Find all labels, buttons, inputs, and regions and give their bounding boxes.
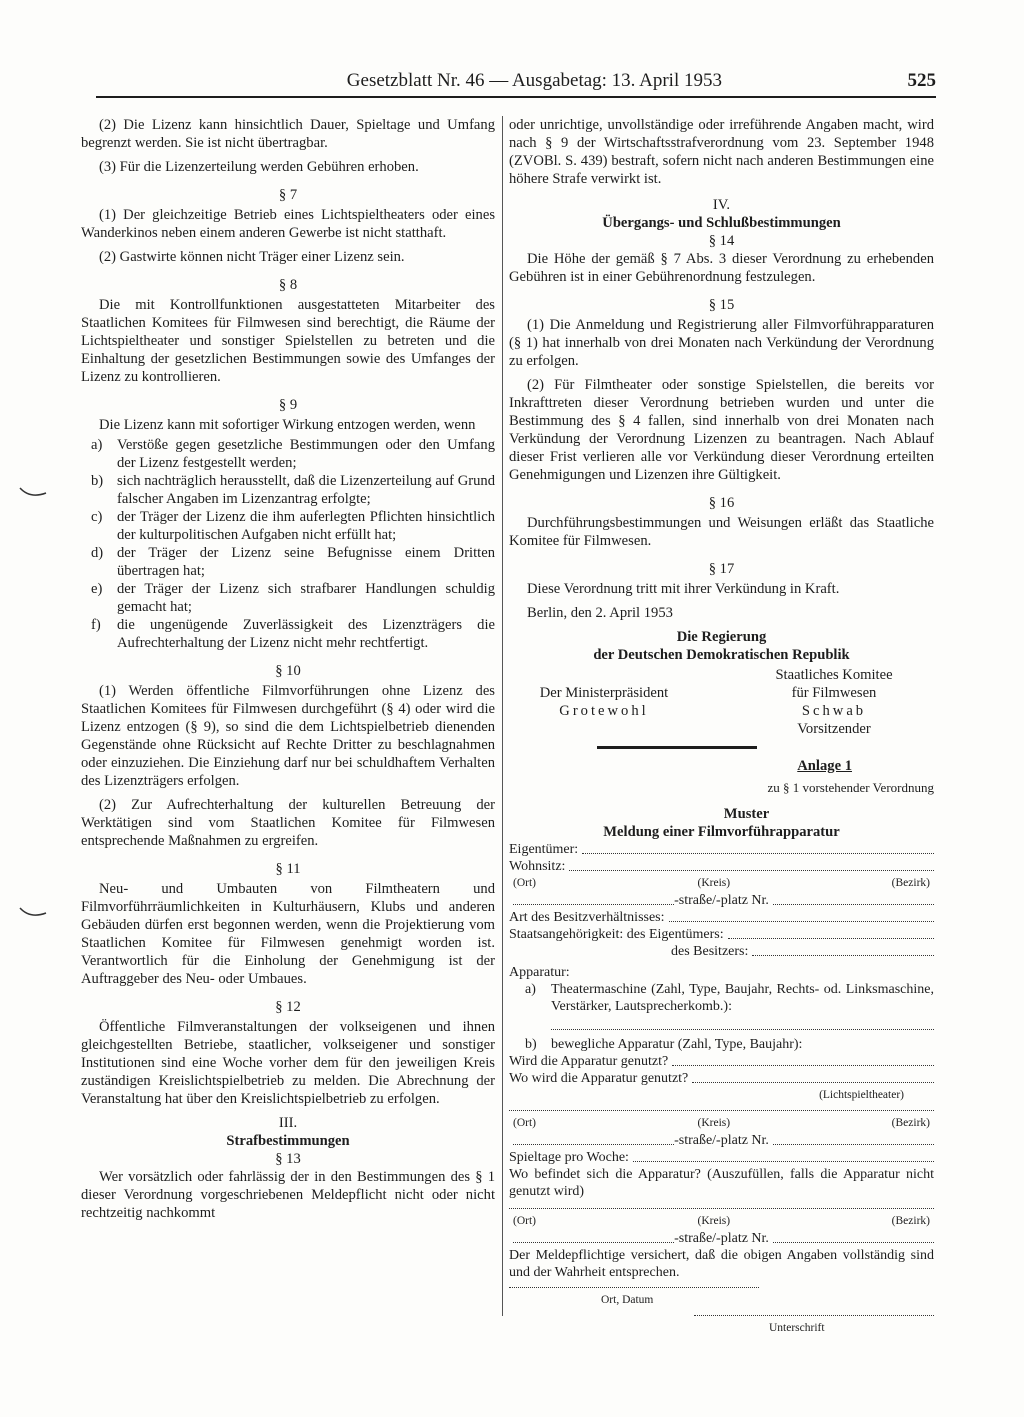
item-label: d) <box>91 545 104 561</box>
street-row <box>509 1132 934 1149</box>
kreis-label: (Kreis) <box>697 1214 731 1227</box>
government-line: der Deutschen Demokratischen Republik <box>593 647 850 663</box>
item-label: f) <box>91 617 101 633</box>
section-heading: § 16 <box>708 495 735 511</box>
street-number-field[interactable] <box>773 903 934 905</box>
list-item <box>91 472 495 508</box>
list-item <box>91 436 495 472</box>
paragraph: Neu- und Umbauten von Filmtheatern und Filmvorführräumlichkeiten in Kulturhäusern, Klubs und anderen Gebäuden dürfen erst begonnen werden, wenn die Projektierung vom Staatlichen Komitee für Filmwesen genehmigt worden ist. Verantwortlich für die Einholung der Genehmigung ist der Auftraggeber des Neu- oder Umbaues. <box>81 881 495 987</box>
item-label: e) <box>91 581 103 597</box>
paragraph: Durchführungsbestimmungen und Weisungen erläßt das Staatliche Komitee für Filmwesen. <box>509 515 934 549</box>
field-label: -straße/-platz Nr. <box>674 1132 769 1148</box>
street-name-field[interactable] <box>513 1143 674 1145</box>
signature-block <box>509 666 934 738</box>
street-name-field[interactable] <box>513 1241 674 1243</box>
margin-mark <box>18 905 48 921</box>
signer-name: Schwab <box>801 703 867 719</box>
owner-field[interactable] <box>582 852 934 854</box>
left-column <box>81 116 495 1228</box>
street-name-field[interactable] <box>513 903 674 905</box>
section-heading: § 17 <box>708 561 735 577</box>
item-text: der Träger der Lizenz sich strafbarer Handlungen schuldig gemacht hat; <box>117 581 495 615</box>
street-row <box>509 1230 934 1247</box>
paragraph: (2) Für Filmtheater oder sonstige Spielstellen, die bereits vor Inkrafttreten dieser Verordnung betrieben wurden und unter die Bestimmung des § 4 fallen, sind innerhalb von drei Monaten nach Verkündung der Verordnung Lizenzen zu beantragen. Nach Ablauf dieser Frist verlieren alle vor Verkündung dieser Verordnung erteilten Genehmigungen und Lizenzen ihre Gültigkeit. <box>509 377 934 483</box>
item-text: der Träger der Lizenz die ihm auferlegten Pflichten hinsichtlich der kulturpolitischen Aufgaben nicht erfüllt hat; <box>117 509 495 543</box>
condition-list <box>81 436 495 652</box>
place-date-field[interactable] <box>509 1281 759 1288</box>
signer-role: für Filmwesen <box>791 685 877 701</box>
field-label: Wohnsitz: <box>509 858 566 874</box>
field-label: des Besitzers: <box>671 943 749 959</box>
paragraph: (1) Die Anmeldung und Registrierung aller Filmvorführapparaturen (§ 1) hat innerhalb von drei Monaten nach Verkündung der Verordnung zu erfolgen. <box>509 317 934 369</box>
item-text: die ungenügende Zuverlässigkeit des Lizenzträgers die Aufrechterhaltung der Lizenz nicht mehr rechtfertigt. <box>117 617 495 651</box>
section-heading: § 11 <box>275 861 301 877</box>
paragraph: Öffentliche Filmveranstaltungen der volkseigenen und ihnen gleichgestellten Betriebe, staatlicher, volkseigener und sonstiger Institutionen sind eine Woche vorher dem für den jeweiligen Kreis zuständigen Kreislichtspielbetrieb zu melden. Die Abrechnung der Veranstaltung hat über den Kreislichtspielbetrieb zu erfolgen. <box>81 1019 495 1107</box>
column-divider <box>502 116 503 1316</box>
residence-row <box>509 858 934 875</box>
signature-left <box>509 684 699 738</box>
cinema-label: (Lichtspieltheater) <box>819 1088 904 1101</box>
signature-label: Unterschrift <box>769 1321 825 1334</box>
apparatus-a-field[interactable] <box>551 1015 934 1030</box>
bezirk-label: (Bezirk) <box>891 1214 930 1227</box>
government-line: Die Regierung <box>676 629 767 645</box>
signature-field[interactable] <box>694 1309 934 1316</box>
item-text: Theatermaschine (Zahl, Type, Baujahr, Rechts- od. Linksmaschine, Verstärker, Lautsprecherkomb.): <box>551 981 934 1014</box>
field-label: -straße/-platz Nr. <box>674 892 769 908</box>
registration-form <box>509 841 934 1337</box>
where-used-field[interactable] <box>692 1081 934 1083</box>
paragraph: (2) Die Lizenz kann hinsichtlich Dauer, Spieltage und Umfang begrenzt werden. Sie ist nicht übertragbar. <box>81 117 495 151</box>
paragraph: (2) Gastwirte können nicht Träger einer Lizenz sein. <box>99 249 405 265</box>
play-days-field[interactable] <box>633 1160 934 1162</box>
residence-field[interactable] <box>569 869 934 871</box>
nationality-holder-row <box>509 943 934 960</box>
location-labels <box>509 875 934 892</box>
paragraph: oder unrichtige, unvollständige oder irreführende Angaben macht, wird nach § 9 der Wirtschaftsstrafverordnung vom 23. September 1948 (ZVOBl. S. 439) bestraft, sofern nicht nach anderen Bestimmungen eine höhere Strafe verwirkt ist. <box>509 117 934 187</box>
paragraph: (1) Werden öffentliche Filmvorführungen ohne Lizenz des Staatlichen Komitees für Filmwesen durchgeführt (§ 4) oder wird die Lizenz entzogen (§ 9), so sind die dem Lichtspielbetrieb dienenden Gegenstände ohne Rücksicht auf Rechte Dritter zu beschlagnahmen oder einzuziehen. Die Einziehung darf nur bei schuldhaftem Verhalten des Lizenzträgers erfolgen. <box>81 683 495 789</box>
where-used-row <box>509 1070 934 1087</box>
item-label: c) <box>91 509 103 525</box>
part-number: IV. <box>712 197 731 213</box>
gazette-title: Gesetzblatt Nr. 46 — Ausgabetag: 13. April 1953 <box>346 70 722 91</box>
street-row <box>509 892 934 909</box>
location-labels <box>509 1213 934 1230</box>
paragraph: Die Lizenz kann mit sofortiger Wirkung entzogen werden, wenn <box>99 417 476 433</box>
part-title: Strafbestimmungen <box>226 1133 350 1149</box>
apparatus-label: Apparatur: <box>509 964 570 980</box>
field-label: -straße/-platz Nr. <box>674 1230 769 1246</box>
bezirk-label: (Bezirk) <box>891 876 930 889</box>
street-number-field[interactable] <box>773 1143 934 1145</box>
item-text: der Träger der Lizenz seine Befugnisse einem Dritten übertragen hat; <box>117 545 495 579</box>
margin-mark <box>18 485 48 501</box>
paragraph: (3) Für die Lizenzerteilung werden Gebühren erhoben. <box>99 159 419 175</box>
declaration: Der Meldepflichtige versichert, daß die obigen Angaben vollständig sind und der Wahrheit entsprechen. <box>509 1247 934 1280</box>
apparatus-a <box>525 981 934 1015</box>
owner-row <box>509 841 934 858</box>
bezirk-label: (Bezirk) <box>891 1116 930 1129</box>
section-heading: § 13 <box>275 1151 301 1167</box>
field-label: Wird die Apparatur genutzt? <box>509 1053 669 1069</box>
section-heading: § 12 <box>275 999 301 1015</box>
ort-label: (Ort) <box>513 876 536 889</box>
apparatus-b <box>525 1036 934 1053</box>
place-date: Berlin, den 2. April 1953 <box>527 605 673 621</box>
paragraph: Die mit Kontrollfunktionen ausgestatteten Mitarbeiter des Staatlichen Komitees für Filmwesen sind berechtigt, die Räume der Lichtspieltheater und sonstiger Spielstellen zu betreten und die Einhaltung der gesetzlichen Bestimmungen sowie des Umfanges der Lizenz zu kontrollieren. <box>81 297 495 385</box>
annex-reference: zu § 1 vorstehender Verordnung <box>767 779 934 795</box>
cinema-address-field[interactable] <box>509 1104 934 1111</box>
form-title: Meldung einer Filmvorführapparatur <box>603 823 840 840</box>
paragraph: (2) Zur Aufrechterhaltung der kulturellen Betreuung der Werktätigen sind vom Staatlichen Komitee für Filmwesen entsprechende Maßnahmen zu ergreifen. <box>81 797 495 849</box>
annex-title: Anlage 1 <box>797 757 852 774</box>
part-number: III. <box>278 1115 298 1131</box>
section-heading: § 7 <box>278 187 298 203</box>
kreis-label: (Kreis) <box>697 876 731 889</box>
section-heading: § 8 <box>278 277 298 293</box>
item-text: sich nachträglich herausstellt, daß die Lizenzerteilung auf Grund falscher Angaben im Lizenzantrag erfolgte; <box>117 473 495 507</box>
ort-label: (Ort) <box>513 1116 536 1129</box>
item-text: Verstöße gegen gesetzliche Bestimmungen oder den Umfang der Lizenz festgestellt werden; <box>117 437 495 471</box>
list-item <box>91 580 495 616</box>
ownership-row <box>509 909 934 926</box>
location-question: Wo befindet sich die Apparatur? (Auszufüllen, falls die Apparatur nicht genutzt wird) <box>509 1166 934 1199</box>
section-heading: § 9 <box>278 397 298 413</box>
section-heading: § 10 <box>275 663 301 679</box>
separator-rule <box>597 746 757 749</box>
signer-role: Staatliches Komitee <box>775 667 893 683</box>
owner-nationality-field[interactable] <box>728 937 934 939</box>
signer-role: Der Ministerpräsident <box>539 685 669 701</box>
paragraph: (1) Der gleichzeitige Betrieb eines Lichtspieltheaters oder eines Wanderkinos neben einem anderen Gewerbe ist nicht statthaft. <box>81 207 495 241</box>
section-heading: § 14 <box>708 233 735 249</box>
page-number: 525 <box>907 70 936 91</box>
list-item <box>91 544 495 580</box>
ownership-field[interactable] <box>669 920 934 922</box>
item-label: a) <box>525 981 536 997</box>
signer-name: Grotewohl <box>559 703 649 719</box>
item-label: b) <box>525 1036 537 1052</box>
paragraph: Wer vorsätzlich oder fahrlässig der in den Bestimmungen des § 1 dieser Verordnung vorgeschriebenen Meldepflicht nicht oder nicht rechtzeitig nachkommt <box>81 1169 495 1221</box>
section-heading: § 15 <box>708 297 735 313</box>
list-item <box>91 508 495 544</box>
ort-label: (Ort) <box>513 1214 536 1227</box>
field-label: Staatsangehörigkeit: des Eigentümers: <box>509 926 724 942</box>
paragraph: Diese Verordnung tritt mit ihrer Verkündung in Kraft. <box>527 581 840 597</box>
in-use-field[interactable] <box>672 1064 934 1066</box>
holder-nationality-field[interactable] <box>752 954 934 956</box>
part-title: Übergangs- und Schlußbestimmungen <box>602 215 841 231</box>
storage-location-field[interactable] <box>509 1200 934 1209</box>
nationality-owner-row <box>509 926 934 943</box>
item-label: b) <box>91 473 104 489</box>
form-muster: Muster <box>723 805 770 822</box>
paragraph: Die Höhe der gemäß § 7 Abs. 3 dieser Verordnung zu erhebenden Gebühren ist in einer Gebührenordnung festzulegen. <box>509 251 934 285</box>
field-label: Eigentümer: <box>509 841 579 857</box>
field-label: Art des Besitzverhältnisses: <box>509 909 665 925</box>
item-label: a) <box>91 437 103 453</box>
item-text: bewegliche Apparatur (Zahl, Type, Baujahr): <box>551 1036 803 1052</box>
signature-right <box>734 666 934 738</box>
right-column <box>509 116 934 1337</box>
field-label: Spieltage pro Woche: <box>509 1149 629 1165</box>
signer-title: Vorsitzender <box>797 721 871 737</box>
in-use-row <box>509 1053 934 1070</box>
street-number-field[interactable] <box>773 1241 934 1243</box>
field-label: Wo wird die Apparatur genutzt? <box>509 1070 689 1086</box>
header-rule <box>96 96 936 98</box>
kreis-label: (Kreis) <box>697 1116 731 1129</box>
location-labels <box>509 1115 934 1132</box>
list-item <box>91 616 495 652</box>
place-date-label: Ort, Datum <box>601 1293 654 1306</box>
play-days-row <box>509 1149 934 1166</box>
